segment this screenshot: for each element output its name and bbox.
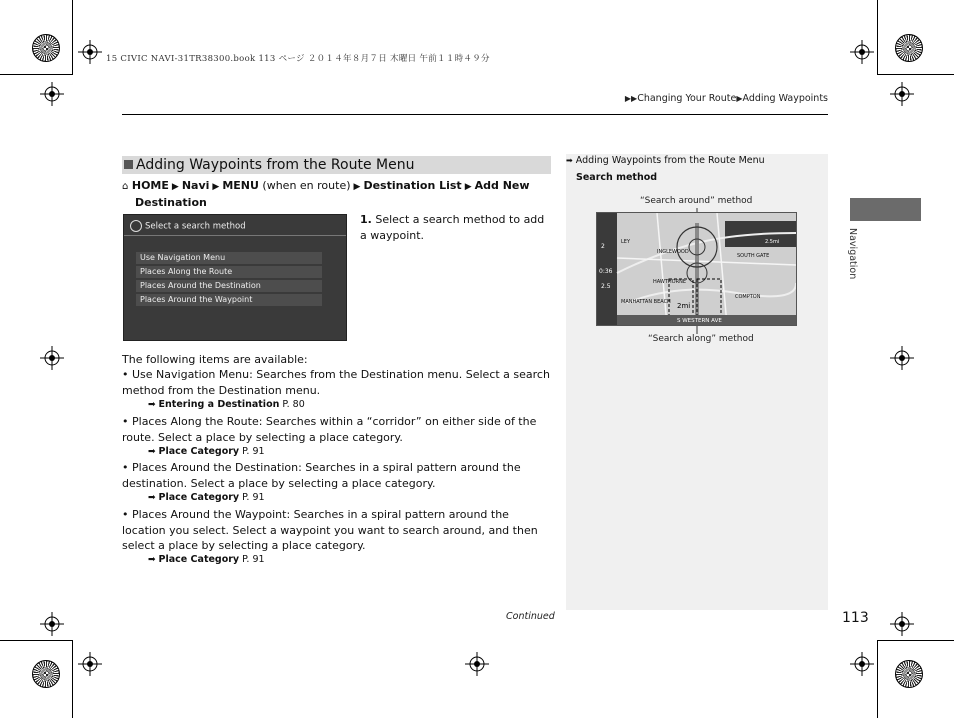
nav-add-new: Add New bbox=[474, 179, 530, 192]
crop-mark bbox=[0, 640, 73, 641]
map-graphic bbox=[597, 213, 796, 325]
nav-menu: MENU bbox=[222, 179, 259, 192]
section-title bbox=[122, 156, 551, 174]
bullet-label: Places Around the Waypoint bbox=[132, 508, 287, 521]
intro-text: The following items are available: bbox=[122, 353, 308, 366]
bullet-desc: : Searches in a spiral pattern around the location you select. Select a waypoint you want to search around, and then select a place by selecting a place category. bbox=[122, 508, 538, 552]
ref-title: Entering a Destination bbox=[158, 399, 280, 410]
bullet-icon: • bbox=[122, 368, 129, 381]
cross-reference[interactable] bbox=[148, 492, 265, 503]
bullet-desc: : Searches in a spiral pattern around the destination. Select a place by selecting a place category. bbox=[122, 461, 521, 490]
back-icon bbox=[130, 220, 142, 232]
print-rosette-icon bbox=[895, 34, 923, 62]
map-side-d1: 2 bbox=[601, 243, 605, 250]
page-number: 113 bbox=[842, 610, 869, 626]
registration-mark-icon bbox=[40, 82, 64, 106]
section-title-text: Adding Waypoints from the Route Menu bbox=[136, 157, 415, 173]
cross-reference[interactable] bbox=[148, 446, 265, 457]
step-number: 1. bbox=[360, 213, 372, 226]
step-text: Select a search method to add a waypoint. bbox=[360, 213, 545, 242]
screen-divider bbox=[124, 235, 346, 236]
crop-mark bbox=[877, 74, 954, 75]
nav-home: HOME bbox=[131, 179, 169, 192]
nav-navi: Navi bbox=[181, 179, 210, 192]
map-dist-top: 2.5mi bbox=[765, 239, 780, 245]
crop-mark bbox=[877, 640, 954, 641]
side-tab bbox=[850, 198, 921, 221]
reference-arrow-icon: ➡ bbox=[148, 555, 156, 565]
screen-item-use-navigation-menu[interactable]: Use Navigation Menu bbox=[136, 252, 322, 264]
nav-destination: Destination bbox=[135, 196, 207, 209]
bullet-icon: • bbox=[122, 508, 129, 521]
map-street: S WESTERN AVE bbox=[677, 318, 722, 324]
nav-when: (when en route) bbox=[262, 179, 351, 192]
breadcrumb-arrow-icon: ▶▶ bbox=[624, 94, 638, 103]
registration-mark-icon bbox=[850, 652, 874, 676]
screen-title-text: Select a search method bbox=[145, 221, 246, 232]
bullet-item bbox=[122, 507, 552, 554]
crop-mark bbox=[877, 0, 878, 75]
breadcrumb-arrow-icon: ▶ bbox=[736, 94, 743, 103]
reference-arrow-icon: ➡ bbox=[148, 400, 156, 410]
sidebar-header-text: Adding Waypoints from the Route Menu bbox=[575, 155, 765, 166]
arrow-icon: ▶ bbox=[212, 182, 220, 192]
cross-reference[interactable] bbox=[148, 399, 305, 410]
registration-mark-icon bbox=[890, 82, 914, 106]
bullet-item bbox=[122, 414, 552, 445]
ref-page: P. 91 bbox=[242, 492, 265, 503]
ref-title: Place Category bbox=[158, 492, 240, 503]
reference-arrow-icon: ➡ bbox=[148, 493, 156, 503]
crop-mark bbox=[877, 640, 878, 718]
bullet-item bbox=[122, 460, 552, 491]
bullet-icon: • bbox=[122, 415, 129, 428]
ref-page: P. 80 bbox=[282, 399, 305, 410]
home-icon: ⌂ bbox=[122, 181, 129, 192]
map-city1: SOUTH GATE bbox=[737, 253, 770, 259]
registration-mark-icon bbox=[40, 612, 64, 636]
print-rosette-icon bbox=[32, 660, 60, 688]
section-square-icon bbox=[124, 160, 133, 169]
ref-title: Place Category bbox=[158, 554, 240, 565]
caption-search-along: “Search along” method bbox=[648, 334, 754, 344]
reference-arrow-icon: ➡ bbox=[148, 447, 156, 457]
bullet-label: Use Navigation Menu bbox=[132, 368, 250, 381]
caption-search-around: “Search around” method bbox=[640, 196, 753, 206]
map-city6: LEY bbox=[621, 239, 630, 245]
bullet-desc: : Searches from the Destination menu. Select a search method from the Destination menu. bbox=[122, 368, 550, 397]
bullet-desc: : Searches within a “corridor” on either side of the route. Select a place by selecting a place category. bbox=[122, 415, 537, 444]
crop-mark bbox=[72, 0, 73, 75]
arrow-icon: ▶ bbox=[353, 182, 361, 192]
print-rosette-icon bbox=[32, 34, 60, 62]
bullet-label: Places Along the Route bbox=[132, 415, 259, 428]
map-city2: COMPTON bbox=[735, 294, 761, 300]
bullet-label: Places Around the Destination bbox=[132, 461, 299, 474]
screen-title bbox=[130, 220, 246, 232]
screen-item-places-around-destination[interactable]: Places Around the Destination bbox=[136, 280, 322, 292]
ref-page: P. 91 bbox=[242, 446, 265, 457]
step-1 bbox=[360, 212, 550, 243]
ref-page: P. 91 bbox=[242, 554, 265, 565]
breadcrumb-part1[interactable]: Changing Your Route bbox=[637, 93, 737, 104]
registration-mark-icon bbox=[890, 612, 914, 636]
file-info: 15 CIVIC NAVI-31TR38300.book 113 ページ ２０１４年８月７日 木曜日 午前１１時４９分 bbox=[106, 54, 490, 64]
registration-mark-icon bbox=[465, 652, 489, 676]
registration-mark-icon bbox=[890, 346, 914, 370]
crop-mark bbox=[0, 74, 73, 75]
sidebar-header bbox=[566, 155, 765, 166]
map-city4: HAWTHORNE bbox=[653, 279, 686, 285]
nav-destination-list: Destination List bbox=[363, 179, 462, 192]
nav-screen bbox=[123, 214, 347, 341]
continued-label: Continued bbox=[506, 611, 555, 622]
cross-reference[interactable] bbox=[148, 554, 265, 565]
map-screenshot bbox=[596, 212, 797, 326]
sidebar-arrow-icon: ➡ bbox=[566, 156, 573, 165]
side-tab-label: Navigation bbox=[847, 228, 858, 280]
registration-mark-icon bbox=[40, 346, 64, 370]
registration-mark-icon bbox=[78, 652, 102, 676]
arrow-icon: ▶ bbox=[464, 182, 472, 192]
breadcrumb bbox=[625, 93, 828, 104]
bullet-item bbox=[122, 367, 552, 398]
breadcrumb-part2[interactable]: Adding Waypoints bbox=[742, 93, 828, 104]
screen-item-places-around-waypoint[interactable]: Places Around the Waypoint bbox=[136, 294, 322, 306]
registration-mark-icon bbox=[78, 40, 102, 64]
registration-mark-icon bbox=[850, 40, 874, 64]
crop-mark bbox=[72, 640, 73, 718]
ref-title: Place Category bbox=[158, 446, 240, 457]
print-rosette-icon bbox=[895, 660, 923, 688]
screen-item-places-along-route[interactable]: Places Along the Route bbox=[136, 266, 322, 278]
arrow-icon: ▶ bbox=[171, 182, 179, 192]
map-city3: INGLEWOOD bbox=[657, 249, 689, 255]
map-side-d3: 2.5 bbox=[601, 283, 611, 290]
sidebar-subtitle: Search method bbox=[576, 172, 658, 183]
map-scale: 2mi bbox=[677, 302, 691, 310]
map-side-d2: 0:36 bbox=[599, 268, 613, 275]
nav-path bbox=[122, 178, 552, 210]
bullet-icon: • bbox=[122, 461, 129, 474]
header-rule bbox=[122, 114, 828, 115]
map-city5: MANHATTAN BEACH bbox=[621, 299, 671, 305]
